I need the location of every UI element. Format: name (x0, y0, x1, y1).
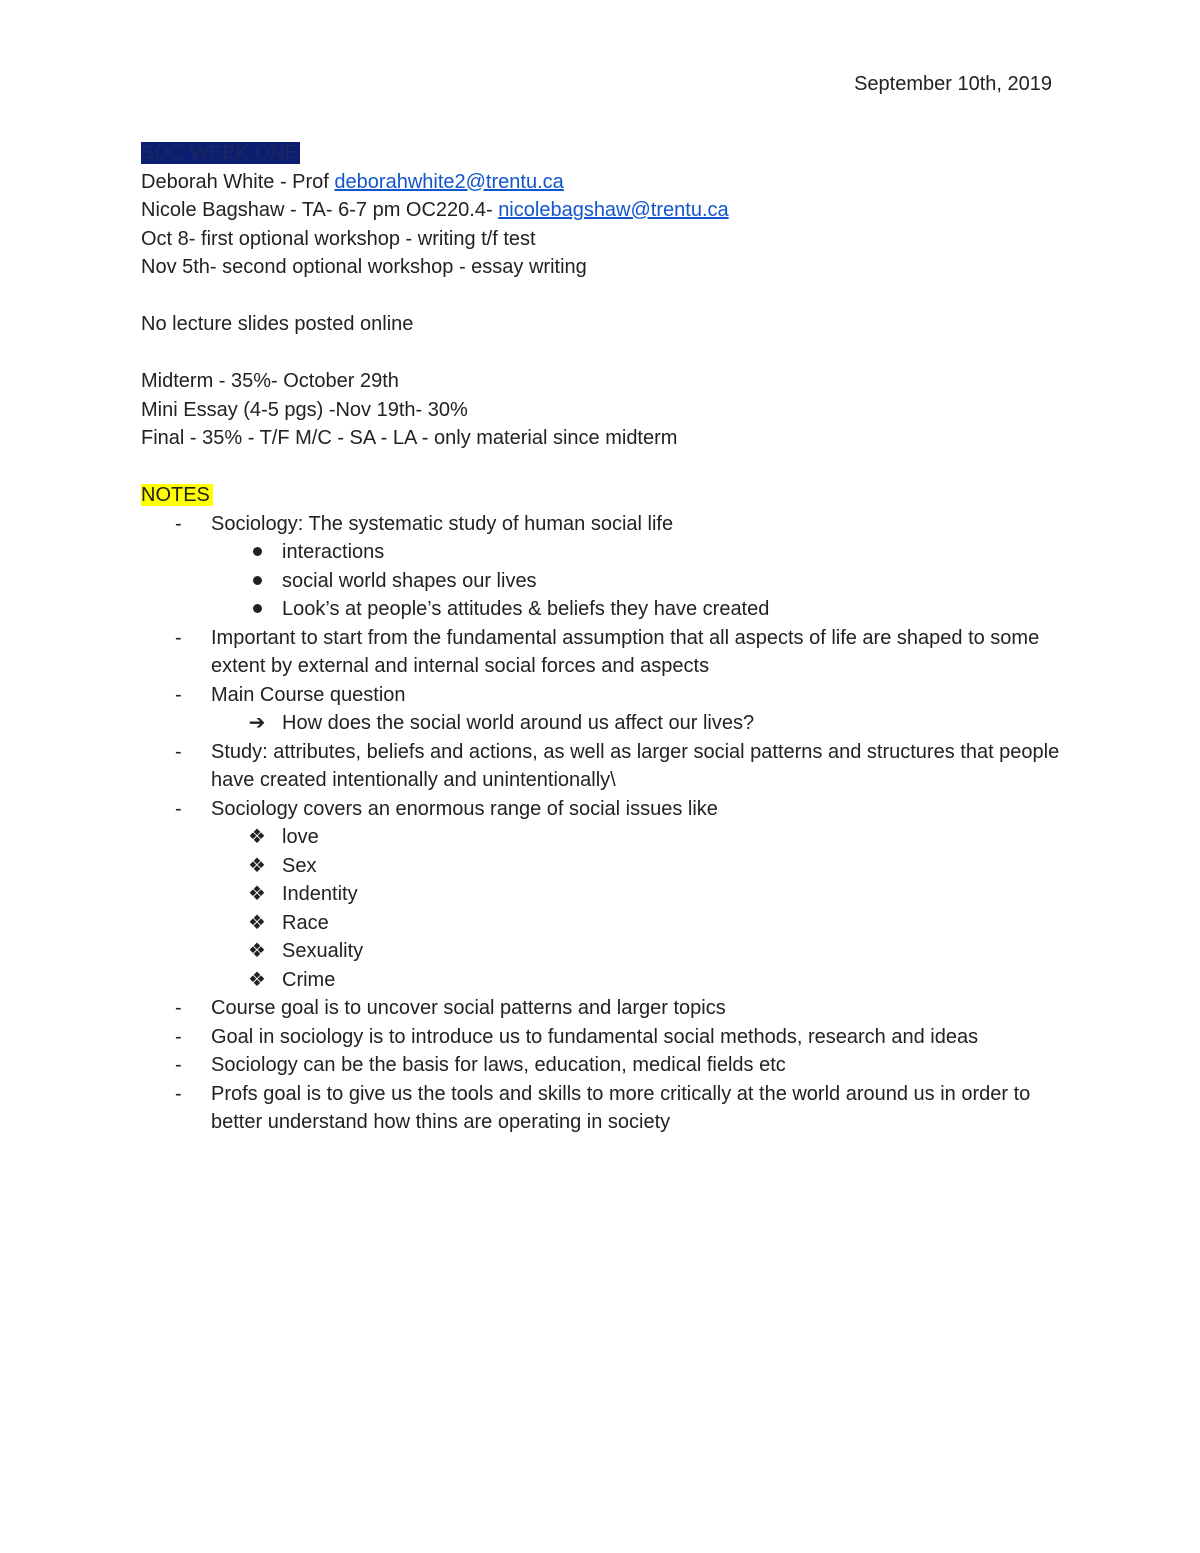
workshop-1: Oct 8- first optional workshop - writing t/f test (141, 227, 536, 250)
list-item-text: Course goal is to uncover social patterns and larger topics (211, 997, 726, 1019)
diamond-bullet-icon: ❖ (248, 883, 266, 905)
final-line: Final - 35% - T/F M/C - SA - LA - only material since midterm (141, 427, 678, 449)
sub-item-text: Race (282, 911, 329, 934)
dash-bullet: - (175, 1054, 182, 1076)
dash-bullet: - (175, 1025, 182, 1048)
list-item (141, 1023, 1071, 1052)
notes-heading-line (141, 481, 1071, 510)
sub-list-item (141, 937, 1071, 966)
notes-heading: NOTES (141, 484, 213, 506)
prof-email-link[interactable]: deborahwhite2@trentu.ca (334, 170, 564, 193)
ta-email-link[interactable]: nicolebagshaw@trentu.ca (498, 199, 729, 221)
diamond-bullet-icon: ❖ (248, 854, 266, 877)
spacer (141, 453, 1071, 482)
list-item-text: Study: attributes, beliefs and actions, as well as larger social patterns and structures that people have created intentionally and unintentionally\ (211, 740, 1060, 791)
dash-bullet: - (175, 797, 182, 820)
bullet-dot-icon (245, 595, 269, 624)
sub-item-text: Sexuality (282, 940, 364, 962)
prof-line (141, 168, 1071, 197)
spacer (141, 339, 1071, 368)
list-item (141, 681, 1071, 710)
dash-bullet: - (175, 512, 182, 535)
list-item (141, 994, 1071, 1023)
sub-list-item (141, 595, 1071, 624)
title-line (141, 139, 1071, 168)
list-item-text: Important to start from the fundamental assumption that all aspects of life are shaped to some extent by external and internal social forces and aspects (211, 626, 1040, 677)
list-item-text: Main Course question (211, 683, 406, 706)
dash-bullet: - (175, 683, 182, 706)
sub-list-item (141, 966, 1071, 995)
sub-item-text: Indentity (282, 883, 358, 905)
sub-list-item (141, 538, 1071, 567)
sub-list-item (141, 567, 1071, 596)
sub-list-item (141, 909, 1071, 938)
list-item-text: Goal in sociology is to introduce us to fundamental social methods, research and ideas (211, 1025, 979, 1048)
sub-list-item (141, 880, 1071, 909)
arrow-right-icon: ➔ (248, 712, 266, 734)
sub-item-text: love (282, 826, 319, 848)
sub-list-item (141, 852, 1071, 881)
sub-item-text: Look’s at people’s attitudes & beliefs they have created (282, 598, 770, 620)
prof-text: Deborah White - Prof (141, 170, 335, 193)
list-item-text: Sociology can be the basis for laws, education, medical fields etc (211, 1054, 786, 1076)
sub-list-item (141, 709, 1071, 738)
diamond-bullet-icon: ❖ (248, 940, 266, 962)
sub-item-text: social world shapes our lives (282, 569, 537, 592)
dash-bullet: - (175, 997, 182, 1019)
diamond-bullet-icon: ❖ (248, 968, 266, 991)
dash-bullet: - (175, 626, 182, 649)
dash-bullet: - (175, 1082, 182, 1105)
list-item (141, 510, 1071, 539)
essay-line: Mini Essay (4-5 pgs) -Nov 19th- 30% (141, 398, 468, 421)
list-item (141, 1080, 1071, 1137)
list-item (141, 795, 1071, 824)
document-date: September 10th, 2019 (854, 73, 1052, 95)
bullet-dot-icon (245, 538, 269, 567)
document-body (141, 139, 1071, 1137)
sub-item-text: Crime (282, 968, 336, 991)
slides-note: No lecture slides posted online (141, 313, 414, 335)
ta-text: Nicole Bagshaw - TA- 6-7 pm OC220.4- (141, 199, 499, 221)
notes-list (141, 510, 1071, 1137)
sub-item-text: Sex (282, 854, 317, 877)
workshop-2: Nov 5th- second optional workshop - essay writing (141, 256, 587, 278)
dash-bullet: - (175, 740, 182, 763)
sub-list-item (141, 823, 1071, 852)
diamond-bullet-icon: ❖ (248, 911, 266, 934)
diamond-bullet-icon: ❖ (248, 826, 266, 848)
list-item (141, 1051, 1071, 1080)
list-item-text: Sociology covers an enormous range of social issues like (211, 797, 718, 820)
list-item (141, 738, 1071, 795)
week-title: SOC WEEK ONE (141, 142, 298, 164)
list-item-text: Sociology: The systematic study of human social life (211, 512, 674, 535)
ta-line (141, 196, 1071, 225)
list-item-text: Profs goal is to give us the tools and skills to more critically at the world around us in order to better understand how thins are operating in society (211, 1082, 1031, 1133)
bullet-dot-icon (245, 567, 269, 596)
list-item (141, 624, 1071, 681)
sub-item-text: interactions (282, 541, 385, 563)
midterm-line: Midterm - 35%- October 29th (141, 370, 399, 392)
spacer (141, 282, 1071, 311)
sub-item-text: How does the social world around us affect our lives? (282, 712, 755, 734)
